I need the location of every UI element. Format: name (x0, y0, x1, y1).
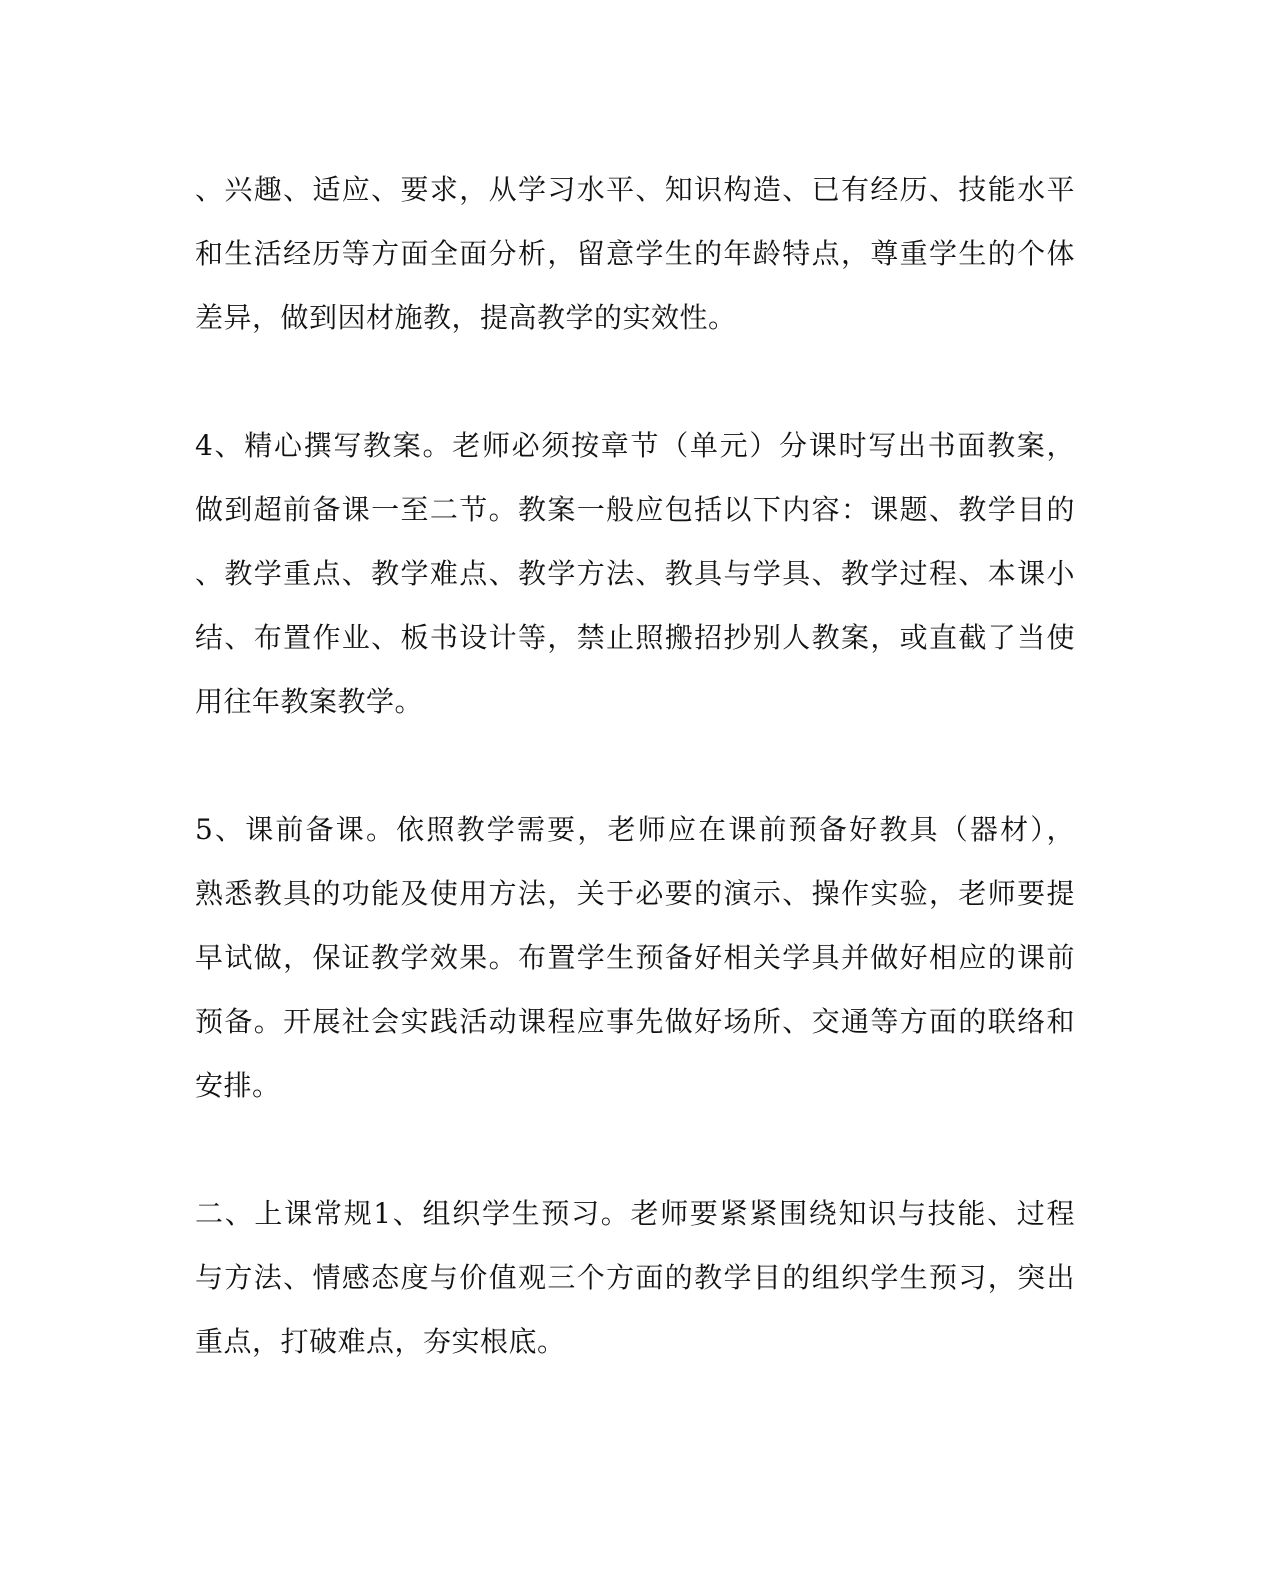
paragraph-3-line-3: 早试做，保证教学效果。布置学生预备好相关学具并做好相应的课前 (195, 941, 1075, 974)
paragraph-3-line-4: 预备。开展社会实践活动课程应事先做好场所、交通等方面的联络和 (195, 1005, 1075, 1038)
paragraph-4-line-2: 与方法、情感态度与价值观三个方面的教学目的组织学生预习，突出 (195, 1261, 1075, 1294)
paragraph-4-line-1: 二、上课常规1、组织学生预习。老师要紧紧围绕知识与技能、过程 (195, 1197, 1075, 1230)
paragraph-1-line-2: 和生活经历等方面全面分析，留意学生的年龄特点，尊重学生的个体 (195, 237, 1075, 270)
paragraph-1-line-3: 差异，做到因材施教，提高教学的实效性。 (195, 301, 737, 334)
paragraph-2-line-5: 用往年教案教学。 (195, 685, 424, 718)
paragraph-2-line-4: 结、布置作业、板书设计等，禁止照搬招抄别人教案，或直截了当使 (195, 621, 1075, 654)
paragraph-2-line-3: 、教学重点、教学难点、教学方法、教具与学具、教学过程、本课小 (195, 557, 1075, 590)
paragraph-3-line-1: 5、课前备课。依照教学需要，老师应在课前预备好教具（器材）， (195, 813, 1075, 846)
paragraph-3-line-5: 安排。 (195, 1069, 281, 1102)
paragraph-2-line-1: 4、精心撰写教案。老师必须按章节（单元）分课时写出书面教案， (195, 429, 1075, 462)
paragraph-2-line-2: 做到超前备课一至二节。教案一般应包括以下内容：课题、教学目的 (195, 493, 1075, 526)
paragraph-1-line-1: 、兴趣、适应、要求，从学习水平、知识构造、已有经历、技能水平 (195, 173, 1075, 206)
paragraph-3-line-2: 熟悉教具的功能及使用方法，关于必要的演示、操作实验，老师要提 (195, 877, 1075, 910)
paragraph-4-line-3: 重点，打破难点，夯实根底。 (195, 1325, 566, 1358)
